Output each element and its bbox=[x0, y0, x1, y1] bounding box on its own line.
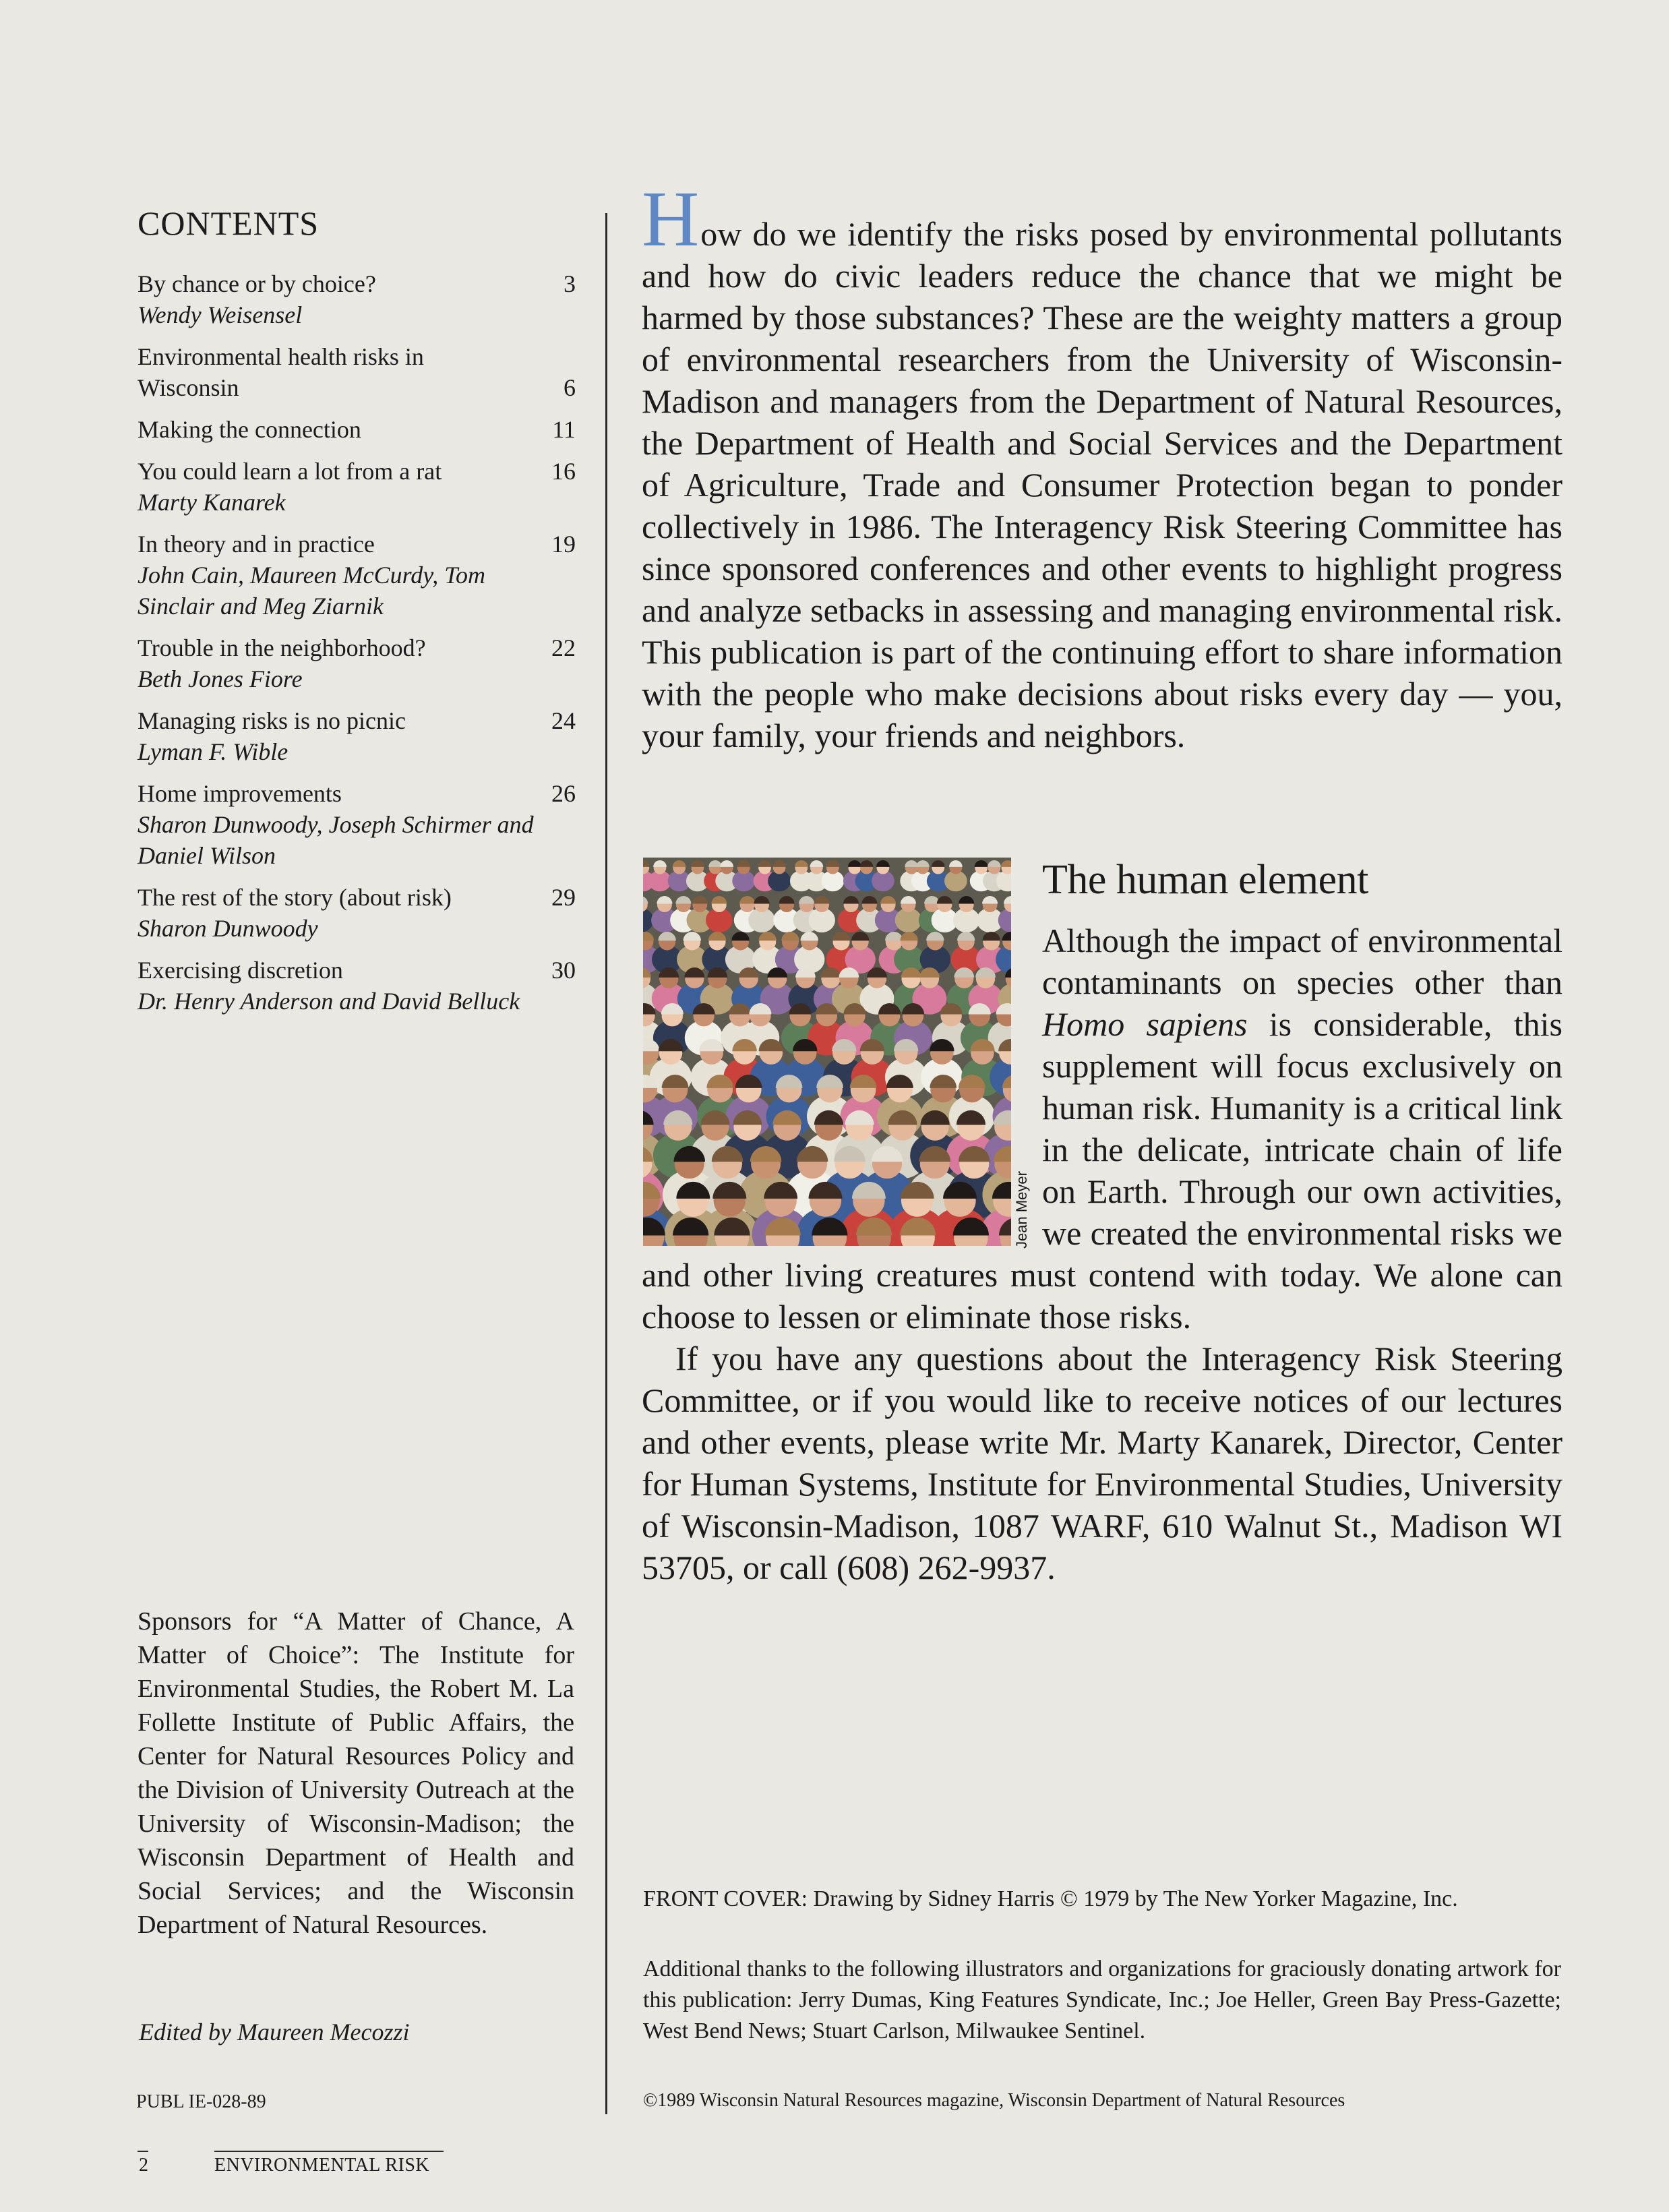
toc-page-number: 26 bbox=[551, 780, 576, 807]
publication-number: PUBL IE-028-89 bbox=[136, 2091, 266, 2112]
toc-page-number: 22 bbox=[551, 634, 576, 661]
toc-entry bbox=[138, 778, 576, 871]
toc-title: Making the connection bbox=[138, 416, 361, 443]
toc-title: In theory and in practice bbox=[138, 531, 375, 558]
toc-entry bbox=[138, 705, 576, 767]
toc-title: Managing risks is no picnic bbox=[138, 707, 406, 734]
toc-author: Beth Jones Fiore bbox=[138, 665, 303, 692]
toc-entry bbox=[138, 414, 576, 445]
toc-page-number: 6 bbox=[564, 374, 576, 401]
body-paragraph-1: Although the impact of environmental contaminants on species other than Homo sapiens is considerable, this supplement will focus exclusively on human risk. Humanity is a critical link in the delicate, intricate chain of life on Earth. Through our own activities, we created the environmental risks we and other living creatures must contend with today. We alone can choose to lessen or eliminate those risks. bbox=[642, 922, 1562, 1336]
body-paragraph-2: If you have any questions about the Interagency Risk Steering Committee, or if you would like to receive notices of our lectures and other events, please write Mr. Marty Kanarek, Director, Center for Human Systems, Institute for Environmental Studies, University of Wisconsin-Madison, 1087 WARF, 610 Walnut St., Madison WI 53705, or call (608) 262-9937. bbox=[642, 1340, 1562, 1586]
footer-rule bbox=[138, 2151, 148, 2152]
toc-author: Sharon Dunwoody bbox=[138, 915, 318, 942]
toc-title: By chance or by choice? bbox=[138, 270, 376, 297]
toc-entry bbox=[138, 341, 576, 403]
toc-title: Exercising discretion bbox=[138, 957, 343, 984]
table-of-contents bbox=[138, 268, 576, 1027]
toc-page-number: 3 bbox=[564, 270, 576, 297]
editor-credit: Edited by Maureen Mecozzi bbox=[139, 2019, 410, 2045]
toc-title: Environmental health risks in Wisconsin bbox=[138, 343, 424, 401]
toc-page-number: 11 bbox=[552, 416, 576, 443]
toc-author: Marty Kanarek bbox=[138, 489, 286, 516]
section-heading: The human element bbox=[1042, 857, 1368, 903]
toc-entry bbox=[138, 882, 576, 944]
copyright-line: ©1989 Wisconsin Natural Resources magazine, Wisconsin Department of Natural Resources bbox=[643, 2090, 1345, 2111]
toc-author: Dr. Henry Anderson and David Belluck bbox=[138, 988, 520, 1015]
toc-author: Sharon Dunwoody, Joseph Schirmer and Daniel Wilson bbox=[138, 811, 534, 869]
toc-author: Wendy Weisensel bbox=[138, 301, 303, 328]
toc-entry bbox=[138, 456, 576, 518]
toc-entry bbox=[138, 632, 576, 694]
toc-page-number: 19 bbox=[551, 531, 576, 558]
footer-rule bbox=[214, 2151, 444, 2152]
toc-author: John Cain, Maureen McCurdy, Tom Sinclair and Meg Ziarnik bbox=[138, 562, 485, 620]
photo-credit: Jean Meyer bbox=[1013, 1171, 1030, 1249]
toc-entry bbox=[138, 268, 576, 330]
toc-page-number: 16 bbox=[551, 458, 576, 485]
toc-page-number: 24 bbox=[551, 707, 576, 734]
contents-heading: CONTENTS bbox=[138, 204, 320, 242]
drop-cap: H bbox=[642, 175, 700, 263]
toc-entry bbox=[138, 529, 576, 622]
intro-paragraph bbox=[642, 175, 1562, 756]
toc-title: You could learn a lot from a rat bbox=[138, 458, 442, 485]
sponsors-note: Sponsors for “A Matter of Chance, A Matter of Choice”: The Institute for Environmental Studies, the Robert M. La Follette Institute of Public Affairs, the Center for Natural Resources Policy and the Division of University Outreach at the University of Wisconsin-Madison; the Wisconsin Department of Health and Social Services; and the Wisconsin Department of Natural Resources. bbox=[138, 1607, 574, 1939]
acknowledgements: Additional thanks to the following illustrators and organizations for graciously donating artwork for this publication: Jerry Dumas, King Features Syndicate, Inc.; Joe Heller, Green Bay Press-Gazette; West Bend News; Stuart Carlson, Milwaukee Sentinel. bbox=[643, 1956, 1561, 2043]
toc-page-number: 30 bbox=[551, 957, 576, 984]
toc-entry bbox=[138, 955, 576, 1017]
toc-author: Lyman F. Wible bbox=[138, 738, 289, 765]
photo-wrap-spacer bbox=[642, 920, 1042, 1254]
section-body bbox=[642, 920, 1562, 1588]
front-cover-credit: FRONT COVER: Drawing by Sidney Harris © 1979 by The New Yorker Magazine, Inc. bbox=[643, 1886, 1458, 1911]
toc-title: Trouble in the neighborhood? bbox=[138, 634, 426, 661]
intro-text: ow do we identify the risks posed by environmental pollutants and how do civic leaders reduce the chance that we might be harmed by those substances? These are the weighty matters a group of environmental researchers from the University of Wisconsin-Madison and managers from the Department of Natural Resources, the Department of Health and Social Services and the Department of Agriculture, Trade and Consumer Protection began to ponder collectively in 1986. The Interagency Risk Steering Committee has since sponsored conferences and other events to highlight progress and analyze setbacks in assessing and managing environmental risk. This publication is part of the continuing effort to share information with the people who make decisions about risks every day — you, your family, your friends and neighbors. bbox=[642, 215, 1562, 754]
page-number: 2 bbox=[139, 2155, 148, 2176]
running-title: ENVIRONMENTAL RISK bbox=[214, 2155, 430, 2176]
column-divider bbox=[605, 213, 607, 2114]
toc-title: Home improvements bbox=[138, 780, 342, 807]
toc-page-number: 29 bbox=[551, 884, 576, 911]
toc-title: The rest of the story (about risk) bbox=[138, 884, 452, 911]
species-name: Homo sapiens bbox=[1042, 1005, 1248, 1043]
